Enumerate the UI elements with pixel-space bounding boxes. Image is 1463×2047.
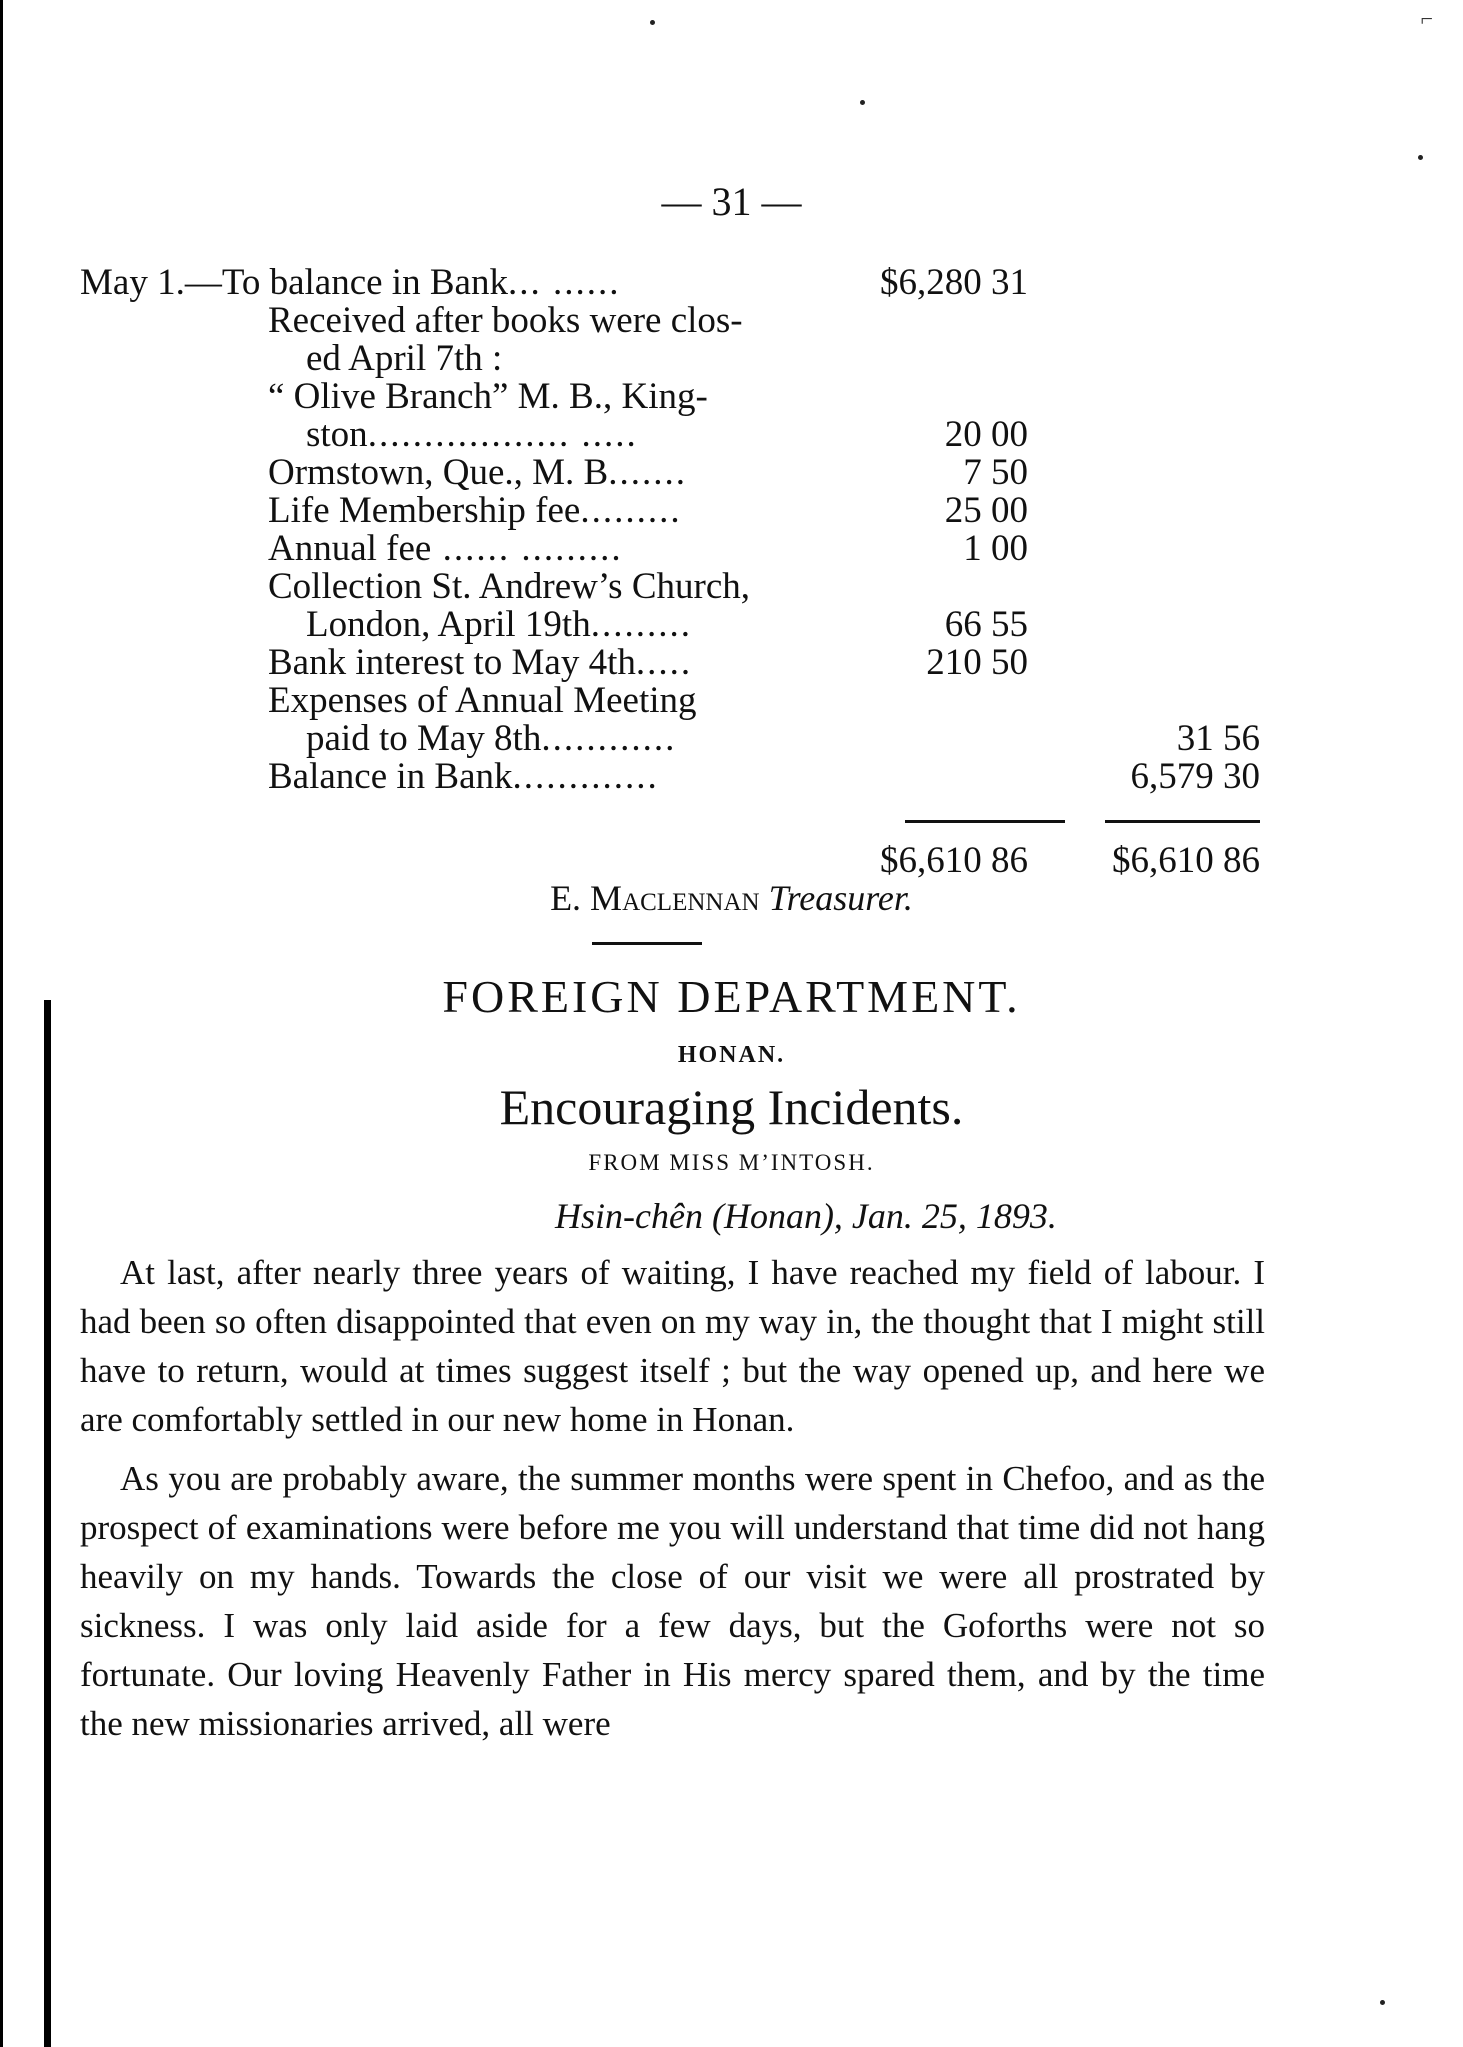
department-heading: FOREIGN DEPARTMENT. xyxy=(442,971,1021,1022)
ledger-row xyxy=(306,416,638,454)
ledger-label: paid to May 8th xyxy=(306,718,542,759)
ledger-label: May 1.—To balance in Bank xyxy=(80,262,508,303)
ledger-row xyxy=(268,492,682,530)
ledger-row: Expenses of Annual Meeting xyxy=(268,680,697,721)
ledger-amount-credit: 1 00 xyxy=(963,528,1028,569)
speck xyxy=(1380,2000,1385,2005)
ledger-dots: ....... xyxy=(608,452,687,493)
ledger-label: Life Membership fee xyxy=(268,490,581,531)
treasurer-title: Treasurer. xyxy=(768,878,913,918)
body-paragraph: At last, after nearly three years of waiting, I have reached my field of labour. I had been so often disappointed that even on my way in, the thought that I might still have to return, would at times suggest itself ; but the way opened up, and here we are comfortably settled in our new home in Honan. xyxy=(80,1253,1265,1439)
article-byline: FROM MISS M’INTOSH. xyxy=(588,1150,875,1175)
corner-mark: ⌐ xyxy=(1420,6,1433,31)
ledger-dots: ............. xyxy=(512,756,659,797)
ledger-amount-credit: 210 50 xyxy=(926,642,1028,683)
article-dateline: Hsin-chên (Honan), Jan. 25, 1893. xyxy=(555,1196,1057,1236)
total-rule xyxy=(1105,820,1260,823)
total-rule xyxy=(905,820,1065,823)
ledger-label: London, April 19th xyxy=(306,604,591,645)
ledger-dots: .................. ..... xyxy=(367,414,638,455)
ledger-row xyxy=(268,644,692,682)
article-headline: Encouraging Incidents. xyxy=(499,1079,964,1135)
ledger-row xyxy=(306,720,676,758)
speck xyxy=(1418,155,1423,160)
ledger-row xyxy=(268,758,659,796)
ledger-dots: ......... xyxy=(590,604,692,645)
article-body xyxy=(80,1248,1265,1758)
treasurer-name: E. Maclennan xyxy=(550,878,760,918)
body-paragraph: As you are probably aware, the summer months were spent in Chefoo, and as the prospect of examinations were before me you will understand that time did not hang heavily on my hands. Towards the close of our visit we were all prostrated by sickness. I was only laid aside for a few days, but the Goforths were not so fortunate. Our loving Heavenly Father in His mercy spared them, and by the time the new missionaries arrived, all were xyxy=(80,1459,1265,1743)
treasurer-signature xyxy=(0,877,1463,919)
speck xyxy=(860,100,865,105)
total-credit: $6,610 86 xyxy=(880,840,1028,881)
ledger-row xyxy=(268,454,687,492)
ledger-amount-credit: 20 00 xyxy=(944,414,1028,455)
ledger-dots: ............ xyxy=(541,718,677,759)
ledger-row: Received after books were clos- xyxy=(268,300,743,341)
ledger-amount-credit: 25 00 xyxy=(944,490,1028,531)
ledger-label: Balance in Bank xyxy=(268,756,513,797)
ledger-label: ston xyxy=(306,414,368,455)
section-divider xyxy=(592,942,702,945)
ledger-amount-credit: 66 55 xyxy=(944,604,1028,645)
ledger-label: Annual fee xyxy=(268,528,432,569)
ledger-dots: ..... xyxy=(635,642,693,683)
ledger-row: ed April 7th : xyxy=(306,338,503,379)
ledger-amount-debit: 31 56 xyxy=(1176,718,1260,759)
ledger-label: Bank interest to May 4th xyxy=(268,642,636,683)
ledger-row: “ Olive Branch” M. B., King- xyxy=(268,376,708,417)
left-page-edge xyxy=(0,0,8,2047)
ledger-dots: ......... xyxy=(580,490,682,531)
page-number: — 31 — xyxy=(661,179,802,224)
region-heading: HONAN. xyxy=(677,1042,786,1068)
ledger-dots: ... ...... xyxy=(507,262,621,303)
ledger-row xyxy=(306,606,692,644)
speck xyxy=(650,20,655,25)
ledger-label: Ormstown, Que., M. B xyxy=(268,452,609,493)
ledger-amount-debit: 6,579 30 xyxy=(1130,756,1260,797)
ledger-amount-credit: $6,280 31 xyxy=(880,262,1028,303)
ledger-amount-credit: 7 50 xyxy=(963,452,1028,493)
ledger-row: Collection St. Andrew’s Church, xyxy=(268,566,750,607)
ledger-row xyxy=(268,530,623,568)
ledger-row xyxy=(80,264,620,302)
total-debit: $6,610 86 xyxy=(1112,840,1260,881)
ledger-dots: ...... ......... xyxy=(431,528,623,569)
